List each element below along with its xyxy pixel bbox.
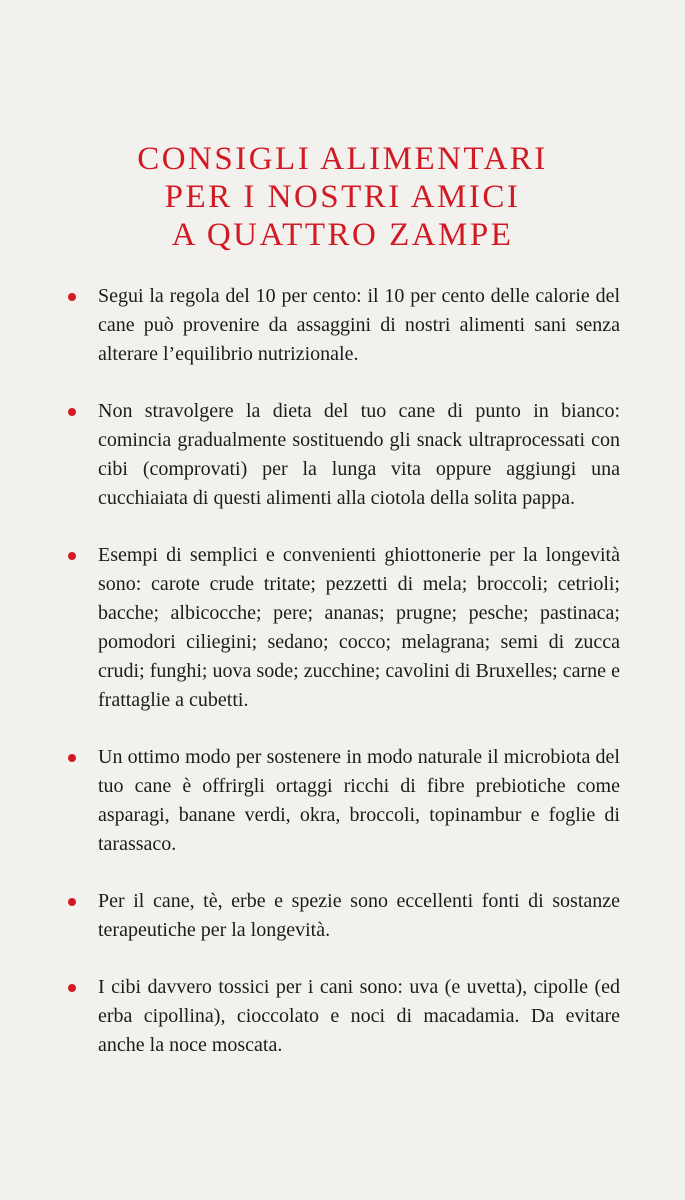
page-title <box>0 140 685 254</box>
tip-item <box>64 541 620 715</box>
tips-list <box>64 282 620 1088</box>
bullet-icon <box>68 552 76 560</box>
tip-text: Non stravolgere la dieta del tuo cane di punto in bianco: comincia gradualmente sostituendo gli snack ultraprocessati con cibi (comprovati) per la lunga vita oppure aggiungi una cucchiaiata di questi alimenti alla ciotola della solita pappa. <box>98 400 620 509</box>
title-line: CONSIGLI ALIMENTARI <box>137 141 548 177</box>
bullet-icon <box>68 408 76 416</box>
bullet-icon <box>68 898 76 906</box>
tip-item <box>64 743 620 859</box>
bullet-icon <box>68 754 76 762</box>
tip-text: Segui la regola del 10 per cento: il 10 per cento delle calorie del cane può provenire da assaggini di nostri alimenti sani senza alterare l’equilibrio nutrizionale. <box>98 285 620 365</box>
bullet-icon <box>68 293 76 301</box>
tip-text: I cibi davvero tossici per i cani sono: uva (e uvetta), cipolle (ed erba cipollina), cioccolato e noci di macadamia. Da evitare anche la noce moscata. <box>98 976 620 1056</box>
tip-item <box>64 887 620 945</box>
tip-text: Esempi di semplici e convenienti ghiottonerie per la longevità sono: carote crude tritate; pezzetti di mela; broccoli; cetrioli; bacche; albicocche; pere; ananas; prugne; pesche; pastinaca; pomodori ciliegini; sedano; cocco; melagrana; semi di zucca crudi; funghi; uova sode; zucchine; cavolini di Bruxelles; carne e frattaglie a cubetti. <box>98 544 620 711</box>
tip-item <box>64 397 620 513</box>
tip-item <box>64 282 620 369</box>
bullet-icon <box>68 984 76 992</box>
title-line: A QUATTRO ZAMPE <box>171 217 514 253</box>
tip-text: Un ottimo modo per sostenere in modo naturale il microbiota del tuo cane è offrirgli ortaggi ricchi di fibre prebiotiche come asparagi, banane verdi, okra, broccoli, topinambur e foglie di tarassaco. <box>98 746 620 855</box>
tip-item <box>64 973 620 1060</box>
title-line: PER I NOSTRI AMICI <box>164 179 521 215</box>
tip-text: Per il cane, tè, erbe e spezie sono eccellenti fonti di sostanze terapeutiche per la longevità. <box>98 890 620 941</box>
